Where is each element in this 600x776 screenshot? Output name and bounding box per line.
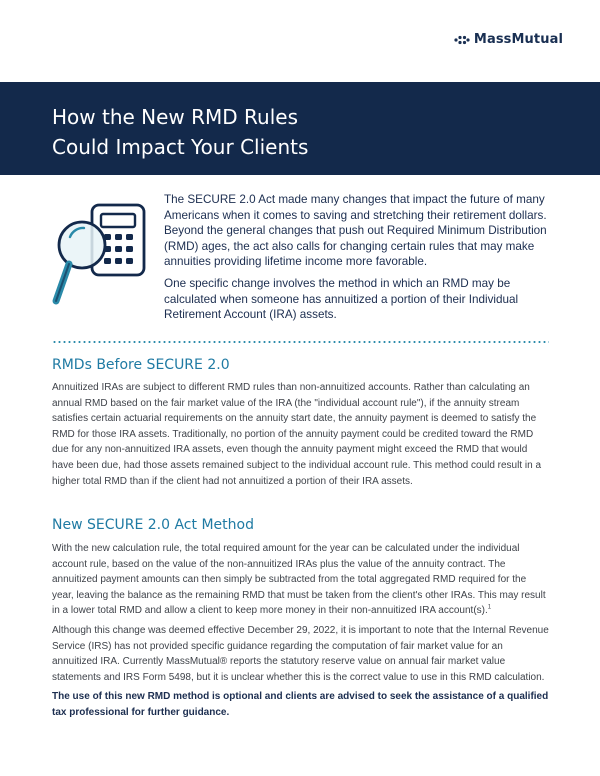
section1-paragraph-1: Annuitized IRAs are subject to different RMD rules than non-annuitized accounts. Rather than calculating an annual RMD based on the fair market value of the IRA (the "individual account rule"), if the annuity stream satisfies certain actuarial requirements on the annuity start date, the annuity payment is deemed to satisfy the RMD for those IRA assets. Traditionally, no portion of the annuity payment could be credited toward the RMD due for any non-annuitized IRA assets, even though the annuity payment might exceed the RMD that would have been due, had those assets remained subject to the individual account rule. This method could result in a higher total RMD than if the client had not annuitized a portion of their IRA assets. bbox=[52, 382, 542, 487]
section-body-new-method bbox=[52, 541, 549, 725]
page-title bbox=[52, 102, 308, 162]
brand-logo bbox=[454, 32, 563, 47]
dotted-divider bbox=[52, 341, 549, 343]
section-heading-new-method: New SECURE 2.0 Act Method bbox=[52, 517, 254, 533]
intro-paragraph-1: The SECURE 2.0 Act made many changes that impact the future of many Americans when it comes to saving and stretching their retirement dollars. Beyond the general changes that push out Required Minimum Distribution (RMD) ages, the act also calls for changing certain rules that may make annuities providing lifetime income more favorable. bbox=[164, 193, 547, 269]
section2-paragraph-1-text: With the new calculation rule, the total required amount for the year can be calculated under the individual account rule, based on the value of the non-annuitized IRAs plus the value of the annuity contract. The annuitized payment amounts can then simply be subtracted from the total aggregated RMD required for the year, leaving the balance as the remaining RMD that must be taken from the client's other IRAs. This may result in a lower total RMD and allow a client to keep more money in their non-annuitized IRA account(s). bbox=[52, 543, 546, 617]
section-body-rmds-before bbox=[52, 380, 549, 493]
calculator-magnifier-icon bbox=[50, 201, 150, 313]
intro-text bbox=[164, 192, 559, 329]
title-line-2: Could Impact Your Clients bbox=[52, 135, 309, 159]
advisory-note: The use of this new RMD method is optional and clients are advised to seek the assistance of a qualified tax professional for further guidance. bbox=[52, 691, 549, 718]
title-line-1: How the New RMD Rules bbox=[52, 105, 299, 129]
footnote-marker: 1 bbox=[487, 605, 492, 612]
intro-paragraph-2: One specific change involves the method in which an RMD may be calculated when someone has annuitized a portion of their Individual Retirement Account (IRA) assets. bbox=[164, 276, 519, 322]
title-banner bbox=[0, 82, 600, 175]
section-heading-rmds-before: RMDs Before SECURE 2.0 bbox=[52, 357, 230, 373]
section2-paragraph-2: Although this change was deemed effective December 29, 2022, it is important to note that the Internal Revenue Service (IRS) has not provided specific guidance regarding the computation of fair market value for an annuitized IRA. Currently MassMutual® reports the statutory reserve value on annual fair market value statements and IRS Form 5498, but it is unclear whether this is the correct value to use in this RMD calculation. bbox=[52, 624, 549, 683]
section2-paragraph-1 bbox=[52, 541, 549, 619]
logo-dots-icon bbox=[454, 35, 470, 45]
logo-text: MassMutual bbox=[473, 32, 563, 47]
